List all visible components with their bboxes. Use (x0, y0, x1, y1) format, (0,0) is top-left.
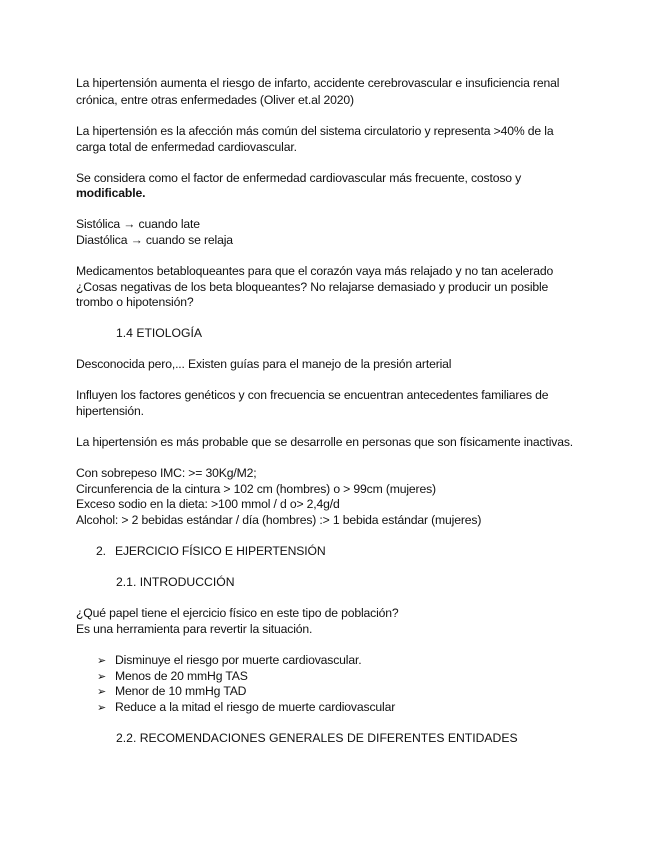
paragraph-line: ¿Qué papel tiene el ejercicio físico en este tipo de población? (76, 606, 399, 620)
bold-emphasis-text: modificable. (76, 186, 146, 200)
list-item-text: Menor de 10 mmHg TAD (115, 684, 247, 698)
section-heading: EJERCICIO FÍSICO E HIPERTENSIÓN (115, 544, 326, 558)
paragraph-line: La hipertensión aumenta el riesgo de infarto, accidente cerebrovascular e insuficiencia renal (76, 76, 560, 90)
subsection-heading: 2.1. INTRODUCCIÓN (116, 575, 235, 589)
paragraph-line: Con sobrepeso IMC: >= 30Kg/M2; (76, 466, 257, 480)
subsection-heading: 2.2. RECOMENDACIONES GENERALES DE DIFERENTES ENTIDADES (116, 731, 518, 745)
paragraph-line: carga total de enfermedad cardiovascular. (76, 140, 297, 154)
paragraph-line: Se considera como el factor de enfermedad cardiovascular más frecuente, costoso y (76, 171, 522, 185)
paragraph-line: Diastólica → cuando se relaja (76, 233, 233, 247)
paragraph-line: Sistólica → cuando late (76, 217, 200, 231)
list-item (97, 700, 395, 715)
paragraph-line: Desconocida pero,... Existen guías para el manejo de la presión arterial (76, 357, 452, 371)
paragraph-line: trombo o hipotensión? (76, 295, 194, 309)
section-heading: 1.4 ETIOLOGÍA (116, 326, 203, 340)
arrow-bullet-icon: ➢ (97, 701, 107, 714)
paragraph-line: Influyen los factores genéticos y con frecuencia se encuentran antecedentes familiares de (76, 388, 549, 402)
paragraph-line: La hipertensión es la afección más común del sistema circulatorio y representa >40% de la (76, 124, 554, 138)
list-item (97, 684, 246, 699)
paragraph-line: hipertensión. (76, 404, 144, 418)
paragraph-line: Exceso sodio en la dieta: >100 mmol / d o> 2,4g/d (76, 497, 340, 511)
paragraph-line: ¿Cosas negativas de los beta bloqueantes? No relajarse demasiado y producir un posible (76, 280, 549, 294)
paragraph-line: Circunferencia de la cintura > 102 cm (hombres) o > 99cm (mujeres) (76, 482, 436, 496)
section-number: 2. (96, 544, 106, 558)
paragraph-line: La hipertensión es más probable que se desarrolle en personas que son físicamente inactivas. (76, 435, 574, 449)
paragraph-line: Medicamentos betabloqueantes para que el corazón vaya más relajado y no tan acelerado (76, 264, 554, 278)
arrow-bullet-icon: ➢ (97, 654, 107, 667)
list-item (97, 669, 248, 684)
paragraph-line: Es una herramienta para revertir la situación. (76, 622, 313, 636)
list-item-text: Menos de 20 mmHg TAS (115, 669, 248, 683)
paragraph-line: Alcohol: > 2 bebidas estándar / día (hombres) :> 1 bebida estándar (mujeres) (76, 513, 482, 527)
list-item-text: Disminuye el riesgo por muerte cardiovascular. (115, 653, 362, 667)
paragraph-line: crónica, entre otras enfermedades (Oliver et.al 2020) (76, 93, 354, 107)
arrow-bullet-icon: ➢ (97, 670, 107, 683)
arrow-bullet-icon: ➢ (97, 685, 107, 698)
list-item-text: Reduce a la mitad el riesgo de muerte cardiovascular (115, 700, 396, 714)
list-item (97, 653, 361, 668)
